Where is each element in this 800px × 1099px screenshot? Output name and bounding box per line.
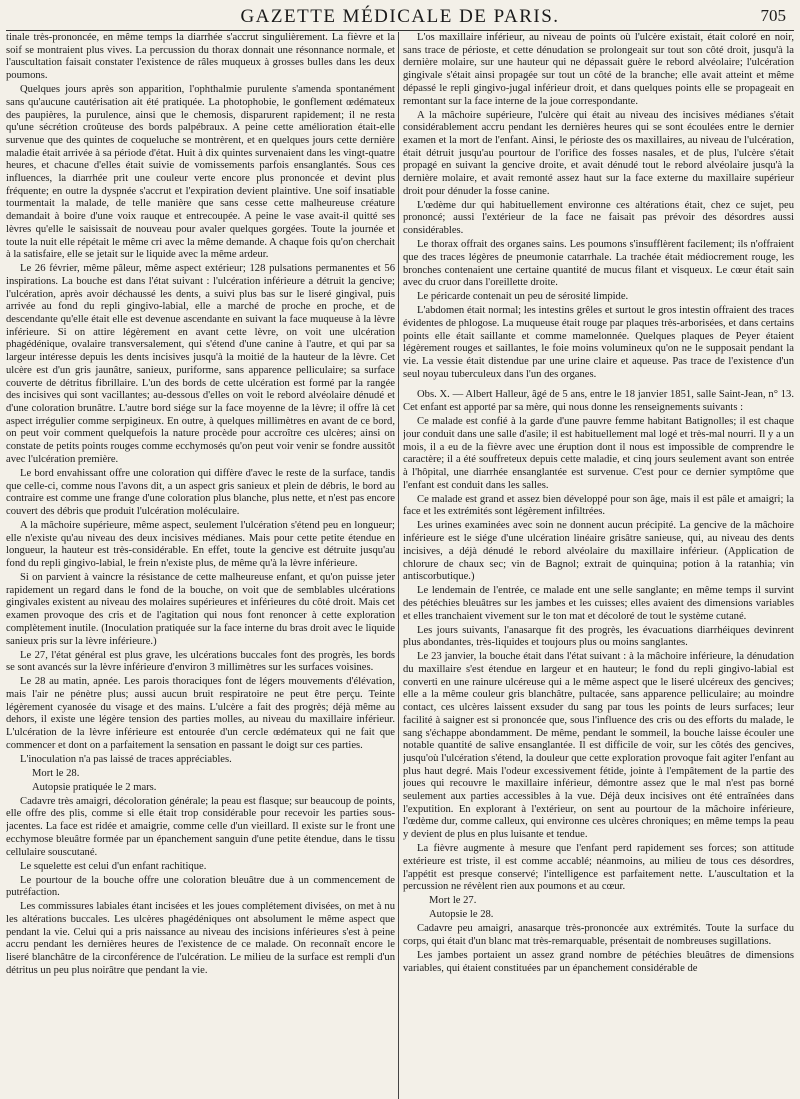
page-number: 705 bbox=[760, 6, 786, 25]
paragraph: Le pourtour de la bouche offre une coloration bleuâtre due à un commencement de putréfaction. bbox=[6, 874, 395, 899]
paragraph: L'abdomen était normal; les intestins grêles et surtout le gros intestin offraient des traces évidentes de phlogose. La muqueuse était rouge par plaques très-arborisées, et dans certains points elle était saillante et comme mamelonnée. Quelques plaques de Peyer étaient légèrement rouges et saillantes, le foie moins volumineux qu'on ne le supposait pendant la vie. La vessie était distendue par une urine claire et aqueuse. Pas trace de l'existence d'un seul noyau tuberculeux dans l'un des organes. bbox=[403, 305, 794, 380]
paragraph: Ce malade est confié à la garde d'une pauvre femme habitant Batignolles; il est chaque jour conduit dans une salle d'asile; il est habituellement mal logé et très-mal nourri. Il y a un mois, il a eu de la fièvre avec une éruption dont il nous est impossible de comprendre le caractère; il a été souffreteux depuis cette maladie, et cinq jours seulement avant son entrée à l'hôpital, une diarrhée ensanglantée est survenue. C'est pour ce dernier symptôme que l'enfant est conduit dans les salles. bbox=[403, 416, 794, 491]
paragraph: Le 28 au matin, apnée. Les parois thoraciques font de légers mouvements d'élévation, mais l'air ne pénètre plus; aussi aucun bruit respiratoire ne peut être perçu. Teinte légèrement cyanosée du visage et des mains. L'ulcère a fait des progrès; déjà même au dehors, il existe une légère tension des parties molles, au niveau du maxillaire inférieur. L'ulcération de la lèvre inférieure est entourée d'un cercle œdémateux qui ne fait que commencer et dont on a parfaitement la sensation en passant le doigt sur ces parties. bbox=[6, 676, 395, 751]
autopsy-heading: Autopsie pratiquée le 2 mars. bbox=[32, 781, 157, 793]
paragraph: Le bord envahissant offre une coloration qui diffère d'avec le reste de la surface, tandis que celle-ci, comme nous l'avons dit, a un aspect gris sanieux et plein de débris, le bord au contraire est comme une frange d'une coloration plus blanche, plus nette, et n'est pas encore couvert des débris que produit l'ulcération moléculaire. bbox=[6, 467, 395, 517]
paragraph: Si on parvient à vaincre la résistance de cette malheureuse enfant, et qu'on puisse jeter rapidement un regard dans le fond de la bouche, on voit que de semblables ulcérations gingivales existent au niveau des molaires supérieures et inférieures du côté droit. Mais cet examen provoque des cris et de l'agitation qui nous font renoncer à cette exploration complètement inutile. (Inoculation pratiquée sur la face interne du bras droit avec le liquide sanieux pris sur la lèvre inférieure.) bbox=[6, 572, 395, 647]
right-column bbox=[403, 32, 794, 1099]
journal-title: GAZETTE MÉDICALE DE PARIS. bbox=[240, 6, 560, 27]
paragraph: Le 27, l'état général est plus grave, les ulcérations buccales font des progrès, les bords se sont avancés sur la lèvre inférieure d'environ 3 millimètres sur les surfaces voisines. bbox=[6, 649, 395, 674]
paragraph: Le thorax offrait des organes sains. Les poumons s'insufflèrent facilement; ils n'offraient que des traces légères de pneumonie catarrhale. La trachée était médiocrement rouge, les bronches contenaient une certaine quantité de mucus filant et visqueux. Le cœur était sain avec du cruor dans l'oreillette droite. bbox=[403, 239, 794, 289]
paragraph: Cadavre très amaigri, décoloration générale; la peau est flasque; sur beaucoup de points, elle offre des plis, comme si elle était trop considérable pour recevoir les parties sous-jacentes. La face est ridée et amaigrie, comme celle d'un vieillard. Il existe sur le front une ecchymose bleuâtre formée par un épanchement sanguin d'une petite étendue, dans le tissu cellulaire souscutané. bbox=[6, 795, 395, 858]
text-columns bbox=[6, 32, 794, 1099]
death-note: Mort le 28. bbox=[32, 767, 80, 779]
autopsy-heading: Autopsie le 28. bbox=[429, 909, 494, 921]
left-column bbox=[6, 32, 395, 1099]
column-divider bbox=[398, 32, 399, 1099]
death-note: Mort le 27. bbox=[429, 895, 477, 907]
paragraph: Ce malade est grand et assez bien développé pour son âge, mais il est pâle et amaigri; la face et les extrémités sont légèrement infiltrées. bbox=[403, 493, 794, 518]
paragraph: Les jours suivants, l'anasarque fit des progrès, les évacuations diarrhéiques devinrent plus abondantes, très-liquides et toujours plus ou moins sanglantes. bbox=[403, 624, 794, 649]
paragraph: A la mâchoire supérieure, même aspect, seulement l'ulcération s'étend peu en longueur; elle n'existe qu'au niveau des deux incisives médianes. Mais pour cette petite étendue en longueur, la hauteur est très-considérable. En effet, toute la gencive est détruite jusqu'au fond du repli gingivo-labial, le frein n'existe plus, de même qu'à la lèvre inférieure. bbox=[6, 519, 395, 570]
paragraph: Les jambes portaient un assez grand nombre de pétéchies bleuâtres de dimensions variables, qui étaient constituées par un épanchement considérable de bbox=[403, 949, 794, 974]
paragraph: Le squelette est celui d'un enfant rachitique. bbox=[20, 860, 207, 872]
paragraph: L'os maxillaire inférieur, au niveau de points où l'ulcère existait, était coloré en noir, sans trace de périoste, et cette dénudation se prolongeait sur tout son côté droit, jusqu'à la dernière molaire, sur une hauteur qui ne dépassait guère le rebord alvéolaire; l'ulcération gingivale s'était ainsi propagée sur tout un côté de la branche; elle avait atteint et même dépassé le repli gingivo-jugal inférieur droit, et dans quelques points elle se propageait en remontant sur la face interne de la joue correspondante. bbox=[403, 32, 794, 107]
paragraph: Le lendemain de l'entrée, ce malade ent une selle sanglante; en même temps il survint des pétéchies bleuâtres sur les jambes et les cuisses; elles avaient des dimensions variables et elles tranchaient vivement sur le ton mat et décoloré de tout le système cutané. bbox=[403, 585, 794, 622]
page-header bbox=[6, 0, 794, 31]
paragraph: tinale très-prononcée, en même temps la diarrhée s'accrut singulièrement. La fièvre et la soif se montraient plus vives. La percussion du thorax donnait une résonnance normale, et l'auscultation faisait constater l'existence de râles muqueux à grosses bulles dans les deux poumons. bbox=[6, 32, 395, 82]
paragraph: Le 23 janvier, la bouche était dans l'état suivant : à la mâchoire inférieure, la dénudation du maxillaire s'est étendue en largeur et en hauteur; le fond du repli gingivo-labial est converti en une rainure ulcéreuse qui a le même aspect que le liseré ulcéreux des gencives; elle a la même couleur gris blanchâtre, pultacée, sans apparence pelliculaire; au moindre contact, ces ulcères laissent exsuder du sang par tous les points de leurs surfaces; leur facilité à saigner est si prononcée que, sous l'influence des cris ou des efforts du malade, le sang s'échappe abondamment. De même, pendant le sommeil, la bouche laisse écouler une notable quantité de salive ensanglantée. Il est difficile de voir, sur les côtés des gencives, jusqu'où l'ulcération s'étend, la douleur que cette exploration provoque fait agiter l'enfant au plus haut degré. Mais l'odeur excessivement fétide, jointe à l'empâtement de la partie des joues qui recouvre le maxillaire inférieur, démontre assez que le mal n'est pas borné seulement aux parties accessibles à la vue. Déjà deux incisives ont été entraînées dans l'exputition. En explorant à l'extérieur, on sent au pourtour de la mâchoire inférieure, l'œdème dur, comme calleux, qui environne ces ulcères chroniques; en même temps la peau y devient de plus en plus luisante et tendue. bbox=[403, 651, 794, 841]
paragraph: Le péricarde contenait un peu de sérosité limpide. bbox=[417, 291, 629, 303]
paragraph: Les urines examinées avec soin ne donnent aucun précipité. La gencive de la mâchoire inférieure est le siége d'une ulcération linéaire grisâtre sanieuse, qui, au niveau des dents incisives, a déjà dénudé le rebord alvéolaire du maxillaire inférieur. (Application de chlorure de chaux sec; vin de Bagnol; extrait de quinquina; potion à la ratanhia; vin antiscorbutique.) bbox=[403, 520, 794, 583]
observation-heading: Obs. X. — Albert Halleur, âgé de 5 ans, entre le 18 janvier 1851, salle Saint-Jean, n° 13. Cet enfant est apporté par sa mère, qui nous donne les renseignements suivants : bbox=[403, 389, 794, 414]
paragraph: Quelques jours après son apparition, l'ophthalmie purulente s'amenda spontanément sans qu'aucune cautérisation ait été pratiquée. La photophobie, le gonflement œdémateux des paupières, la purulence, ainsi que le chemosis, disparurent rapidement; il ne resta qu'une sécrétion croûteuse des bords palpébraux. A peine cette amélioration était-elle survenue que des quintes de coqueluche se montrèrent, et en quelques jours cette dernière maladie était arrivée à sa période d'état. Huit à dix quintes survenaient dans les vingt-quatre heures, et chacune d'elles était suivie de vomissements parfois ensanglantés. Sous ces influences, la diarrhée prit une couleur verte encore plus prononcée et devint plus fréquente; en outre la dyspnée s'accrut et l'expiration devient plaintive. Une soif insatiable tourmentait la malade, de telle manière que sans cesse cette malheureuse créature demandait à boire d'une voix rauque et entrecoupée. A peine le vase avait-il quitté ses lèvres qu'elle le saisissait de nouveau pour avaler quelques gorgées. Toute la journée et toute la nuit elle répétait le même cri avec la même demande. A chaque fois qu'on cherchait à la satisfaire, elle se jetait sur le liquide avec la même ardeur. bbox=[6, 84, 395, 261]
paragraph: A la mâchoire supérieure, l'ulcère qui était au niveau des incisives médianes s'était considérablement accru pendant les dernières heures qui se sont écoulées entre le dernier examen et la mort de l'enfant. Ainsi, le périoste des os maxillaires, au niveau de l'ulcération, était détruit jusqu'au pourtour de l'orifice des fosses nasales, et de plus, l'ulcère s'était propagé en suivant la gencive droite, et avait dénudé tout le rebord alvéolaire jusqu'à la dernière molaire, et avait remonté assez haut sur la face externe du maxillaire supérieur droit pour dénuder la fosse canine. bbox=[403, 109, 794, 197]
paragraph: Cadavre peu amaigri, anasarque très-prononcée aux extrémités. Toute la surface du corps, qui était d'un blanc mat très-remarquable, présentait de nombreuses sugillations. bbox=[403, 923, 794, 947]
paragraph: Les commissures labiales étant incisées et les joues complétement divisées, on met à nu les altérations buccales. Les ulcères phagédéniques ont absolument le même aspect que pendant la vie. Celui qui a pris naissance au niveau des incisions inférieures s'est à peine accru pendant les dernières heures de l'existence de ce malade. On reconnaît encore le liseré blanchâtre de la circonférence de l'ulcération. Le milieu de la surface est rempli d'un détritus un peu plus noirâtre que pendant la vie. bbox=[6, 901, 395, 976]
paragraph: L'œdème dur qui habituellement environne ces altérations était, chez ce sujet, peu prononcé; aussi l'extérieur de la face ne faisait pas prévoir des désordres aussi considérables. bbox=[403, 199, 794, 237]
paragraph: L'inoculation n'a pas laissé de traces appréciables. bbox=[20, 753, 232, 765]
paragraph: La fièvre augmente à mesure que l'enfant perd rapidement ses forces; son attitude extérieure est triste, il est comme accablé; néanmoins, au milieu de tous ces désordres, l'appétit est presque conservé; l'intelligence est parfaitement nette. L'auscultation et la percussion ne révèlent rien aux poumons et au cœur. bbox=[403, 843, 794, 893]
paragraph: Le 26 février, même pâleur, même aspect extérieur; 128 pulsations permanentes et 56 inspirations. La bouche est dans l'état suivant : l'ulcération inférieure a détruit la gencive; l'ulcération, après avoir déchaussé les dents, a suivi plus bas sur le liseré gingival, puis arrivée au fond du repli gingivo-labial, elle a marché de proche en proche, et de descendante qu'elle était elle est devenue ascendante en suivant la face muqueuse à la lèvre inférieure. Si on attire légèrement en avant cette lèvre, on voit une ulcération phagédénique, ovalaire transversalement, qui s'étend d'une canine à l'autre, et qui par sa largeur intéresse depuis les dents incisives jusqu'à la moitié de la hauteur de la lèvre. Cet ulcère est d'un gris jaunâtre, sanieux, puriforme, sans apparence pelliculaire; sa surface couverte de détritus fibrillaire. L'un des bords de cette ulcération est formé par la rangée des incisives qui sont vacillantes; au-dessous d'elles on voit le rebord alvéolaire dénudé et d'une coloration brunâtre. L'autre bord siége sur la face moyenne de la lèvre; il offre là cet aspect irrégulier comme serpigineux. En outre, à quelques millimètres en avant de ce bord, on peut voir comment quelquefois la nature procède pour accroître ces ulcères; ainsi on constate de petits points rouges comme ecchymosés qu'on peut voir venir se fondre aussitôt avec l'ulcération première. bbox=[6, 263, 395, 465]
